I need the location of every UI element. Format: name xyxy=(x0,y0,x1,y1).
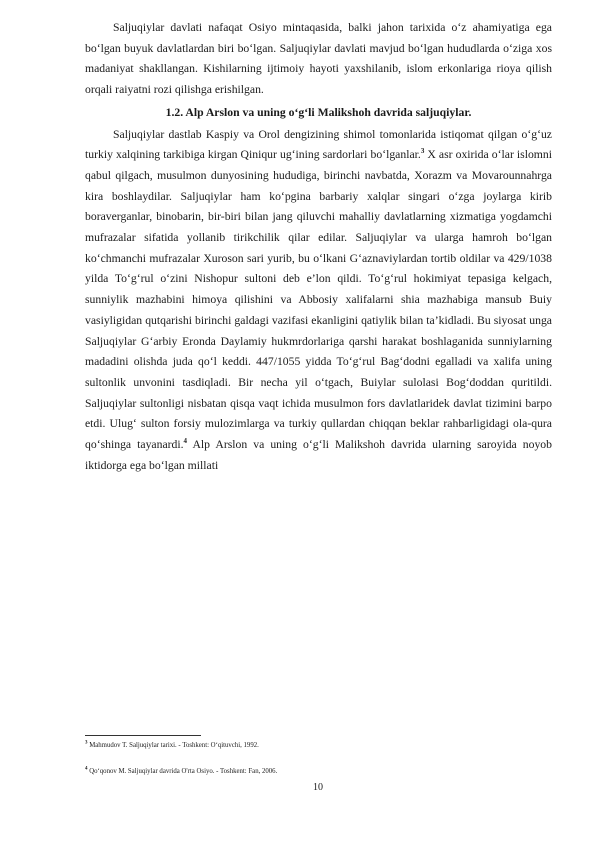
paragraph-main-part-1: Saljuqiylar dastlab Kaspiy va Orol dengizining shimol tomonlarida istiqomat qilgan o‘g‘uz turkiy xalqining tarkibiga kirgan Qiniqur ug‘ining sardorlari bo‘lganlar. xyxy=(85,127,552,162)
paragraph-intro: Saljuqiylar davlati nafaqat Osiyo mintaqasida, balki jahon tarixida o‘z ahamiyatiga ega bo‘lgan buyuk davlatlardan biri bo‘lgan. Saljuqiylar davlati mavjud bo‘lgan hududlarda o‘ziga xos madaniyat shakllangan. Kishilarning ijtimoiy hayoti yaxshilanib, islom erkonlariga rioya qilish orqali raiyatni rozi qilishga erishilgan. xyxy=(85,21,552,97)
footnote-4 xyxy=(85,767,277,776)
footnote-3 xyxy=(85,741,259,750)
footnote-divider xyxy=(85,735,201,736)
footnote-ref-3[interactable]: 3 xyxy=(420,147,425,156)
footnote-3-text: Mahmudov T. Saljuqiylar tarixi. - Toshkent: O‘qituvchi, 1992. xyxy=(87,742,259,749)
footnote-ref-4[interactable]: 4 xyxy=(183,437,188,446)
paragraph-main-part-3: Alp Arslon va uning o‘g‘li Malikshoh davrida ularning saroyida noyob iktidorga ega bo‘lgan millati xyxy=(85,438,552,472)
paragraph-main xyxy=(85,125,552,477)
footnote-3-number: 3 xyxy=(85,740,88,746)
paragraph-main-part-2: X asr oxirida o‘lar islomni qabul qilgach, musulmon dunyosining hududiga, birinchi navbatda, Xorazm va Movarounnahrga kira boshlaydilar. Saljuqiylar ham ko‘pgina barbariy xalqlar singari o‘zga joylarga kirib boraverganlar, binobarin, bir-biri bilan jang qiluvchi mahalliy davlatlarning xizmatiga yogdamchi mufrazalar sifatida yollanib tirikchilik qilar edilar. Saljuqiylar va ularga hamroh bo‘lgan ko‘chmanchi mufrazalar Xuroson sari yurib, bu o‘lkani G‘aznaviylardan tortib oldilar va 429/1038 yilda To‘g‘rul o‘zini Nishopur sultoni deb e’lon qildi. To‘g‘rul hokimiyat tepasiga kelgach, sunniylik mazhabini himoya qilishini va Abbosiy xalifalarni shia mazhabiga mansub Buiy vasiyligidan qutqarishi birinchi galdagi vazifasi ekanligini qatiylik bilan ta’kidladi. Bu siyosat unga Saljuqiylar G‘arbiy Eronda Daylamiy hukmrdorlariga qarshi harakat boshlaganida sunniylarning madadini olishda juda qo‘l keddi. 447/1055 yidda To‘g‘rul Bag‘dodni egalladi va xalifa uning sultonlik unvonini tasdiqladi. Bir necha yil o‘tgach, Buiylar sulolasi Bog‘doddan quritildi. Saljuqiylar sultonligi nisbatan qisqa vaqt ichida musulmon fors davlatlaridek davlat tizimini barpo etdi. Ulug‘ sulton forsiy mulozimlarga va turkiy qullardan chiqqan beklar rahbarligidagi ola-qura qo‘shinga tayanardi. xyxy=(85,148,552,452)
page-number: 10 xyxy=(313,782,323,793)
footnote-4-number: 4 xyxy=(85,766,88,772)
page-body xyxy=(85,18,552,476)
section-heading: 1.2. Alp Arslon va uning o‘g‘li Malikshoh davrida saljuqiylar. xyxy=(165,105,472,119)
footnote-4-text: Qo‘qonov M. Saljuqiylar davrida O'rta Osiyo. - Toshkent: Fan, 2006. xyxy=(87,768,278,775)
